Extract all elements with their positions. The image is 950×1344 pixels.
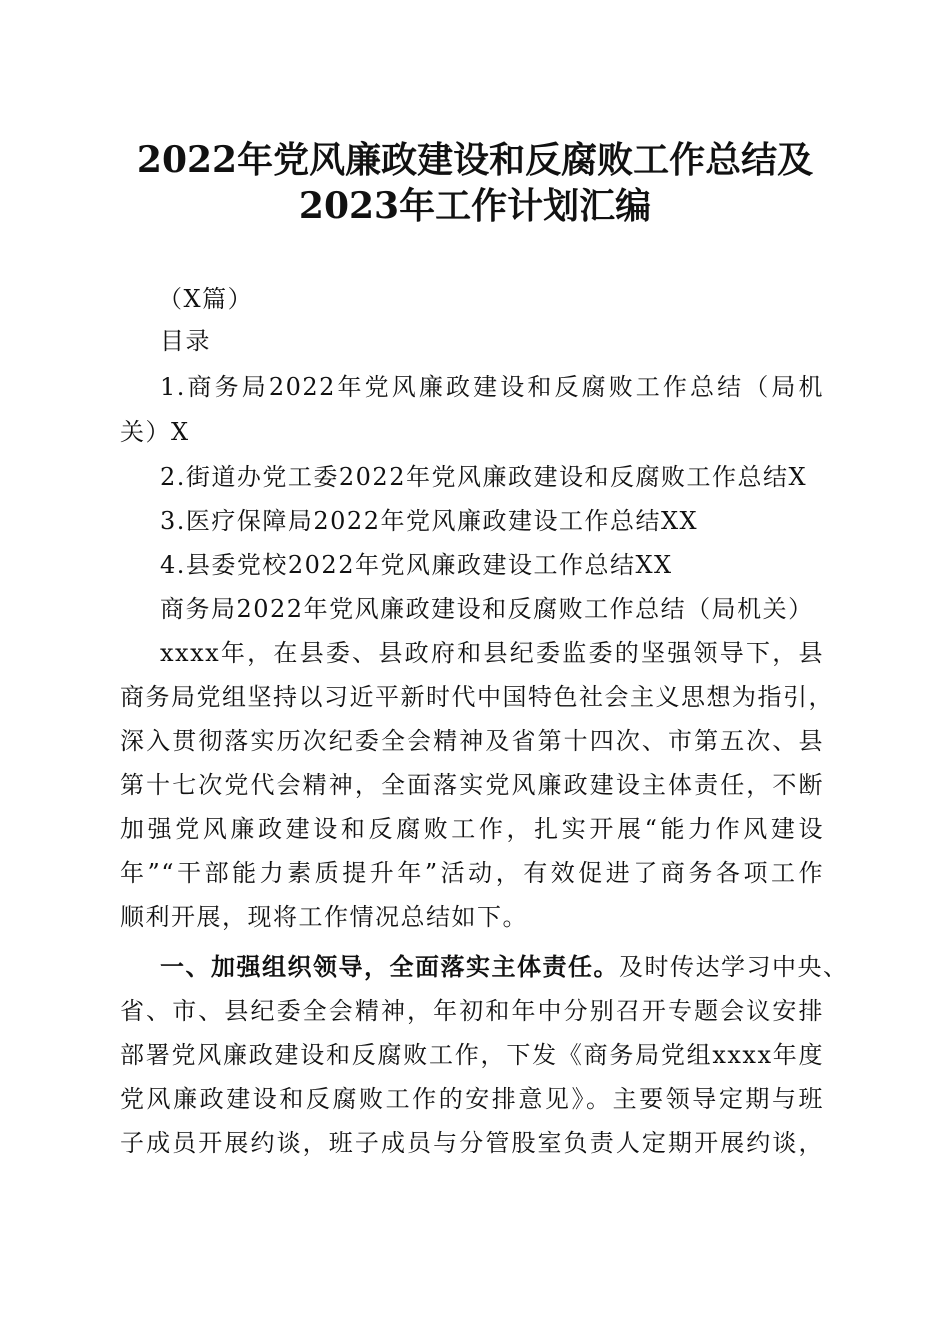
paragraph-lead-rest: 及时传达学习中央、: [619, 953, 849, 981]
paragraph-lead-heading: 一、加强组织领导，全面落实主体责任。: [160, 952, 619, 981]
paragraph-line: 顺利开展，现将工作情况总结如下。: [120, 903, 528, 931]
paragraph-lead-line: [160, 952, 849, 982]
paragraph-line: 商务局党组坚持以习近平新时代中国特色社会主义思想为指引，: [120, 683, 834, 711]
paragraph-line: 党风廉政建设和反腐败工作的安排意见》。主要领导定期与班: [120, 1085, 824, 1113]
toc-item: 4.县委党校2022年党风廉政建设工作总结XX: [160, 551, 673, 579]
document-title-line-1: 2022年党风廉政建设和反腐败工作总结及: [136, 139, 814, 181]
paragraph-line: 深入贯彻落实历次纪委全会精神及省第十四次、市第五次、县: [120, 727, 824, 755]
paragraph-line: 第十七次党代会精神，全面落实党风廉政建设主体责任，不断: [120, 771, 824, 799]
paragraph-line: 部署党风廉政建设和反腐败工作，下发《商务局党组xxxx年度: [120, 1041, 824, 1069]
toc-item: 1.商务局2022年党风廉政建设和反腐败工作总结（局机: [160, 373, 824, 401]
document-title-line-2: 2023年工作计划汇编: [298, 185, 652, 227]
paragraph-line: xxxx年，在县委、县政府和县纪委监委的坚强领导下，县: [160, 639, 824, 667]
toc-heading: 目录: [160, 327, 211, 355]
toc-item: 3.医疗保障局2022年党风廉政建设工作总结XX: [160, 507, 699, 535]
paragraph-line: 子成员开展约谈，班子成员与分管股室负责人定期开展约谈，: [120, 1129, 824, 1157]
section-title: 商务局2022年党风廉政建设和反腐败工作总结（局机关）: [160, 595, 814, 623]
toc-item: 2.街道办党工委2022年党风廉政建设和反腐败工作总结X: [160, 463, 808, 491]
toc-item-continuation: 关）X: [120, 418, 190, 446]
article-count: （X篇）: [158, 285, 254, 313]
paragraph-line: 加强党风廉政建设和反腐败工作，扎实开展“能力作风建设: [120, 815, 824, 843]
paragraph-line: 年”“干部能力素质提升年”活动，有效促进了商务各项工作: [120, 859, 824, 887]
paragraph-line: 省、市、县纪委全会精神，年初和年中分别召开专题会议安排: [120, 997, 824, 1025]
